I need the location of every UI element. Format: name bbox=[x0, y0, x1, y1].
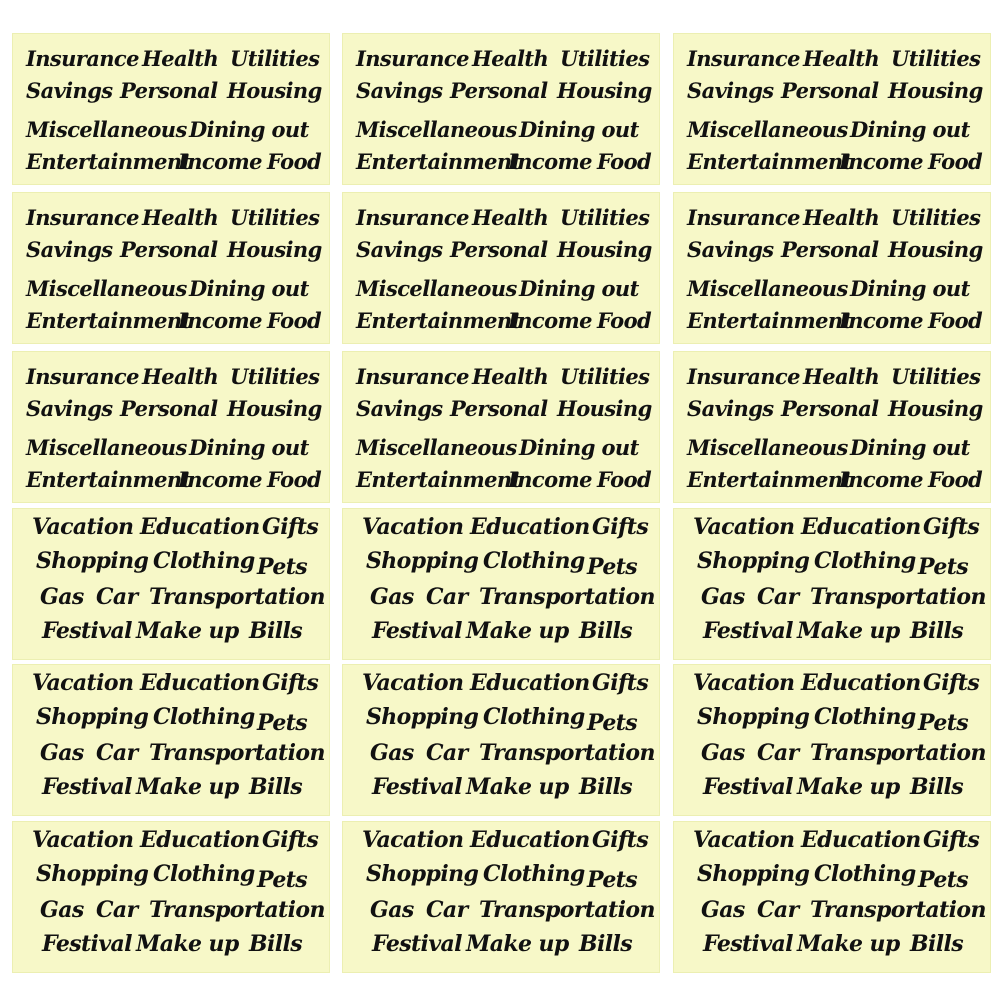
sticker-label: Festival bbox=[372, 774, 462, 800]
sticker-label: Bills bbox=[910, 931, 964, 957]
sticker-line bbox=[12, 771, 330, 803]
sticker-lifestyle bbox=[12, 508, 330, 660]
sticker-label: Dining out bbox=[189, 435, 309, 460]
sticker-label: Entertainment bbox=[356, 467, 521, 492]
sticker-label: Utilities bbox=[891, 46, 981, 71]
sticker-label: Make up bbox=[466, 774, 569, 800]
sticker-label: Make up bbox=[797, 931, 900, 957]
sticker-label: Entertainment bbox=[356, 149, 521, 174]
sticker-line bbox=[342, 858, 660, 893]
sticker-label: Personal bbox=[781, 237, 879, 262]
sticker-line bbox=[673, 615, 991, 647]
sticker-label: Utilities bbox=[230, 364, 320, 389]
sticker-label: Dining out bbox=[189, 276, 309, 301]
sticker-label: Savings bbox=[687, 78, 774, 103]
sticker-line bbox=[673, 701, 991, 736]
sticker-label: Car bbox=[757, 584, 799, 610]
sticker-label: Gas bbox=[370, 584, 414, 610]
sticker-label: Income bbox=[508, 149, 592, 174]
sticker-line bbox=[342, 737, 660, 769]
sticker-line bbox=[12, 928, 330, 960]
sticker-line bbox=[342, 273, 660, 305]
sticker-label: Pets bbox=[918, 867, 969, 893]
sticker-label: Personal bbox=[781, 396, 879, 421]
sticker-label: Housing bbox=[227, 78, 322, 103]
sticker-label: Food bbox=[928, 467, 983, 492]
sticker-line bbox=[673, 464, 991, 496]
sticker-label: Food bbox=[597, 467, 652, 492]
sticker-label: Pets bbox=[587, 867, 638, 893]
sticker-label: Personal bbox=[120, 237, 218, 262]
sticker-label: Utilities bbox=[891, 205, 981, 230]
sticker-line bbox=[673, 545, 991, 580]
sticker-line bbox=[12, 146, 330, 178]
sticker-label: Bills bbox=[579, 618, 633, 644]
sticker-label: Car bbox=[426, 584, 468, 610]
sticker-label: Vacation bbox=[362, 827, 464, 853]
sticker-label: Gas bbox=[370, 897, 414, 923]
sticker-label: Shopping bbox=[366, 704, 479, 730]
sticker-line bbox=[673, 824, 991, 856]
sticker-label: Housing bbox=[227, 237, 322, 262]
sticker-lifestyle bbox=[342, 508, 660, 660]
sticker-label: Personal bbox=[120, 78, 218, 103]
sticker-line bbox=[673, 361, 991, 393]
sticker-label: Education bbox=[470, 514, 590, 540]
sticker-line bbox=[342, 75, 660, 107]
sticker-line bbox=[342, 146, 660, 178]
sticker-label: Car bbox=[96, 897, 138, 923]
sticker-label: Miscellaneous bbox=[687, 435, 848, 460]
sticker-line bbox=[673, 858, 991, 893]
sticker-line bbox=[342, 432, 660, 464]
sticker-label: Savings bbox=[26, 78, 113, 103]
sticker-label: Bills bbox=[249, 774, 303, 800]
sticker-line bbox=[673, 511, 991, 543]
sticker-label: Transportation bbox=[149, 740, 325, 766]
sticker-label: Utilities bbox=[230, 46, 320, 71]
sticker-label: Transportation bbox=[479, 897, 655, 923]
sticker-label: Shopping bbox=[366, 861, 479, 887]
sticker-line bbox=[12, 393, 330, 425]
sticker-budget bbox=[342, 192, 660, 344]
sticker-label: Housing bbox=[227, 396, 322, 421]
sticker-label: Gifts bbox=[262, 670, 319, 696]
sticker-label: Pets bbox=[257, 867, 308, 893]
sticker-line bbox=[342, 305, 660, 337]
sticker-line bbox=[342, 771, 660, 803]
sticker-label: Personal bbox=[450, 396, 548, 421]
sticker-label: Personal bbox=[781, 78, 879, 103]
sticker-label: Entertainment bbox=[356, 308, 521, 333]
sticker-label: Income bbox=[178, 308, 262, 333]
sticker-label: Vacation bbox=[693, 827, 795, 853]
sticker-label: Housing bbox=[888, 78, 983, 103]
sticker-label: Health bbox=[142, 46, 219, 71]
sticker-label: Make up bbox=[136, 618, 239, 644]
sticker-label: Food bbox=[928, 149, 983, 174]
sticker-label: Festival bbox=[703, 618, 793, 644]
sticker-line bbox=[12, 234, 330, 266]
sticker-label: Gifts bbox=[923, 827, 980, 853]
sticker-label: Gifts bbox=[592, 514, 649, 540]
sticker-label: Housing bbox=[888, 396, 983, 421]
sticker-label: Insurance bbox=[26, 364, 139, 389]
sticker-line bbox=[12, 545, 330, 580]
sticker-lifestyle bbox=[12, 664, 330, 816]
sticker-label: Dining out bbox=[519, 276, 639, 301]
sticker-label: Transportation bbox=[810, 740, 986, 766]
sticker-lifestyle bbox=[673, 664, 991, 816]
sticker-label: Dining out bbox=[850, 117, 970, 142]
sticker-label: Clothing bbox=[153, 548, 255, 574]
sticker-line bbox=[342, 202, 660, 234]
sticker-label: Car bbox=[426, 740, 468, 766]
sticker-line bbox=[12, 361, 330, 393]
sticker-label: Pets bbox=[587, 710, 638, 736]
sticker-line bbox=[673, 581, 991, 613]
sticker-label: Food bbox=[267, 149, 322, 174]
sticker-budget bbox=[673, 33, 991, 185]
sticker-line bbox=[342, 667, 660, 699]
sticker-label: Insurance bbox=[687, 46, 800, 71]
sticker-label: Health bbox=[803, 46, 880, 71]
sticker-label: Miscellaneous bbox=[26, 435, 187, 460]
sticker-line bbox=[12, 667, 330, 699]
sticker-label: Clothing bbox=[483, 704, 585, 730]
sticker-line bbox=[673, 234, 991, 266]
sticker-label: Education bbox=[801, 827, 921, 853]
sticker-label: Gas bbox=[370, 740, 414, 766]
sticker-line bbox=[342, 361, 660, 393]
sticker-label: Insurance bbox=[687, 364, 800, 389]
sticker-label: Housing bbox=[557, 237, 652, 262]
sticker-label: Vacation bbox=[362, 514, 464, 540]
sticker-label: Vacation bbox=[693, 514, 795, 540]
sticker-budget bbox=[12, 192, 330, 344]
sticker-line bbox=[12, 432, 330, 464]
sticker-line bbox=[673, 75, 991, 107]
sticker-label: Gifts bbox=[262, 827, 319, 853]
sticker-line bbox=[673, 737, 991, 769]
sticker-label: Transportation bbox=[810, 897, 986, 923]
sticker-label: Pets bbox=[257, 554, 308, 580]
sticker-label: Vacation bbox=[693, 670, 795, 696]
sticker-label: Vacation bbox=[32, 670, 134, 696]
sticker-label: Savings bbox=[687, 237, 774, 262]
sticker-line bbox=[12, 43, 330, 75]
sticker-label: Food bbox=[267, 308, 322, 333]
sticker-line bbox=[673, 393, 991, 425]
sticker-label: Income bbox=[839, 149, 923, 174]
sticker-label: Make up bbox=[797, 774, 900, 800]
sticker-label: Utilities bbox=[560, 46, 650, 71]
sticker-label: Income bbox=[508, 467, 592, 492]
sticker-label: Pets bbox=[587, 554, 638, 580]
sticker-line bbox=[673, 667, 991, 699]
sticker-line bbox=[12, 894, 330, 926]
sticker-label: Festival bbox=[703, 931, 793, 957]
sticker-line bbox=[12, 273, 330, 305]
sticker-label: Savings bbox=[26, 237, 113, 262]
sticker-label: Gifts bbox=[262, 514, 319, 540]
sticker-label: Insurance bbox=[356, 364, 469, 389]
sticker-line bbox=[12, 581, 330, 613]
sticker-line bbox=[673, 273, 991, 305]
sticker-label: Housing bbox=[557, 78, 652, 103]
sticker-label: Clothing bbox=[153, 704, 255, 730]
sticker-label: Income bbox=[839, 308, 923, 333]
sticker-label: Clothing bbox=[153, 861, 255, 887]
sticker-label: Savings bbox=[356, 396, 443, 421]
sticker-line bbox=[342, 701, 660, 736]
sticker-label: Gifts bbox=[923, 670, 980, 696]
sticker-label: Health bbox=[803, 364, 880, 389]
sticker-label: Food bbox=[928, 308, 983, 333]
sticker-label: Vacation bbox=[362, 670, 464, 696]
sticker-label: Clothing bbox=[814, 861, 916, 887]
sticker-line bbox=[342, 464, 660, 496]
sticker-label: Transportation bbox=[479, 584, 655, 610]
sticker-label: Dining out bbox=[850, 276, 970, 301]
sticker-label: Make up bbox=[136, 931, 239, 957]
sticker-label: Make up bbox=[466, 618, 569, 644]
sticker-line bbox=[12, 305, 330, 337]
sticker-line bbox=[673, 771, 991, 803]
sticker-label: Transportation bbox=[810, 584, 986, 610]
sticker-label: Festival bbox=[42, 931, 132, 957]
sticker-line bbox=[12, 737, 330, 769]
sticker-label: Dining out bbox=[519, 117, 639, 142]
sticker-line bbox=[673, 114, 991, 146]
sticker-label: Shopping bbox=[697, 548, 810, 574]
sticker-lifestyle bbox=[12, 821, 330, 973]
sticker-label: Dining out bbox=[189, 117, 309, 142]
sticker-line bbox=[342, 581, 660, 613]
sticker-line bbox=[342, 928, 660, 960]
sticker-label: Insurance bbox=[26, 205, 139, 230]
sticker-label: Festival bbox=[42, 774, 132, 800]
sticker-label: Income bbox=[178, 149, 262, 174]
sticker-budget bbox=[342, 33, 660, 185]
sticker-line bbox=[342, 393, 660, 425]
sticker-label: Utilities bbox=[560, 205, 650, 230]
sticker-label: Gas bbox=[40, 584, 84, 610]
sticker-label: Health bbox=[472, 205, 549, 230]
sticker-label: Clothing bbox=[814, 548, 916, 574]
sticker-label: Bills bbox=[910, 618, 964, 644]
sticker-label: Food bbox=[597, 149, 652, 174]
sticker-label: Bills bbox=[910, 774, 964, 800]
sticker-label: Make up bbox=[466, 931, 569, 957]
sticker-label: Miscellaneous bbox=[356, 435, 517, 460]
sticker-line bbox=[342, 114, 660, 146]
sticker-label: Food bbox=[597, 308, 652, 333]
sticker-label: Shopping bbox=[36, 861, 149, 887]
sticker-label: Utilities bbox=[891, 364, 981, 389]
sticker-label: Clothing bbox=[814, 704, 916, 730]
sticker-label: Bills bbox=[579, 774, 633, 800]
sticker-label: Festival bbox=[42, 618, 132, 644]
sticker-label: Pets bbox=[257, 710, 308, 736]
sticker-label: Gas bbox=[40, 897, 84, 923]
sticker-label: Miscellaneous bbox=[26, 117, 187, 142]
sticker-line bbox=[673, 928, 991, 960]
sticker-label: Health bbox=[142, 364, 219, 389]
sticker-line bbox=[12, 75, 330, 107]
sticker-line bbox=[12, 464, 330, 496]
sticker-label: Entertainment bbox=[687, 467, 852, 492]
sticker-line bbox=[12, 202, 330, 234]
sticker-label: Bills bbox=[579, 931, 633, 957]
sticker-label: Car bbox=[757, 897, 799, 923]
sticker-line bbox=[342, 234, 660, 266]
sticker-label: Dining out bbox=[519, 435, 639, 460]
sticker-label: Insurance bbox=[356, 46, 469, 71]
sticker-label: Savings bbox=[356, 237, 443, 262]
sticker-label: Pets bbox=[918, 710, 969, 736]
sticker-line bbox=[673, 43, 991, 75]
sticker-label: Education bbox=[140, 514, 260, 540]
sticker-label: Miscellaneous bbox=[687, 276, 848, 301]
sticker-label: Income bbox=[508, 308, 592, 333]
sticker-line bbox=[673, 146, 991, 178]
sticker-label: Make up bbox=[797, 618, 900, 644]
sticker-label: Shopping bbox=[366, 548, 479, 574]
sticker-label: Personal bbox=[450, 78, 548, 103]
sticker-budget bbox=[673, 351, 991, 503]
sticker-budget bbox=[12, 33, 330, 185]
sticker-line bbox=[12, 114, 330, 146]
sticker-label: Miscellaneous bbox=[26, 276, 187, 301]
sticker-label: Bills bbox=[249, 931, 303, 957]
sticker-label: Miscellaneous bbox=[356, 117, 517, 142]
sticker-label: Health bbox=[472, 364, 549, 389]
sticker-label: Festival bbox=[372, 931, 462, 957]
sticker-line bbox=[673, 305, 991, 337]
sticker-label: Savings bbox=[26, 396, 113, 421]
sticker-label: Food bbox=[267, 467, 322, 492]
sticker-line bbox=[342, 511, 660, 543]
sticker-label: Health bbox=[472, 46, 549, 71]
sticker-label: Gas bbox=[701, 897, 745, 923]
sticker-label: Personal bbox=[120, 396, 218, 421]
sticker-label: Utilities bbox=[230, 205, 320, 230]
sticker-label: Utilities bbox=[560, 364, 650, 389]
sticker-line bbox=[12, 824, 330, 856]
sticker-label: Vacation bbox=[32, 827, 134, 853]
sticker-line bbox=[342, 43, 660, 75]
sticker-label: Miscellaneous bbox=[356, 276, 517, 301]
sticker-line bbox=[673, 894, 991, 926]
sticker-label: Insurance bbox=[687, 205, 800, 230]
sticker-label: Health bbox=[803, 205, 880, 230]
sticker-label: Personal bbox=[450, 237, 548, 262]
sticker-label: Miscellaneous bbox=[687, 117, 848, 142]
sticker-label: Festival bbox=[703, 774, 793, 800]
sticker-label: Make up bbox=[136, 774, 239, 800]
sticker-label: Festival bbox=[372, 618, 462, 644]
sticker-label: Car bbox=[757, 740, 799, 766]
sticker-lifestyle bbox=[673, 508, 991, 660]
sticker-label: Car bbox=[426, 897, 468, 923]
sticker-label: Health bbox=[142, 205, 219, 230]
sticker-label: Gas bbox=[701, 584, 745, 610]
sticker-label: Pets bbox=[918, 554, 969, 580]
sticker-line bbox=[673, 202, 991, 234]
sticker-label: Education bbox=[140, 670, 260, 696]
sticker-label: Entertainment bbox=[26, 467, 191, 492]
sticker-line bbox=[12, 701, 330, 736]
sticker-label: Housing bbox=[557, 396, 652, 421]
sticker-lifestyle bbox=[342, 821, 660, 973]
sticker-label: Education bbox=[470, 827, 590, 853]
sticker-line bbox=[12, 511, 330, 543]
sticker-label: Housing bbox=[888, 237, 983, 262]
sticker-label: Gifts bbox=[592, 670, 649, 696]
sticker-label: Transportation bbox=[479, 740, 655, 766]
sticker-label: Gas bbox=[701, 740, 745, 766]
sticker-line bbox=[342, 894, 660, 926]
sticker-label: Insurance bbox=[26, 46, 139, 71]
sticker-label: Savings bbox=[687, 396, 774, 421]
sticker-label: Clothing bbox=[483, 861, 585, 887]
sticker-label: Income bbox=[839, 467, 923, 492]
sticker-lifestyle bbox=[342, 664, 660, 816]
sticker-label: Education bbox=[801, 670, 921, 696]
sticker-label: Car bbox=[96, 740, 138, 766]
sticker-line bbox=[673, 432, 991, 464]
sticker-label: Education bbox=[140, 827, 260, 853]
sticker-label: Shopping bbox=[697, 704, 810, 730]
sticker-label: Gas bbox=[40, 740, 84, 766]
sticker-label: Clothing bbox=[483, 548, 585, 574]
sticker-line bbox=[342, 545, 660, 580]
sticker-label: Entertainment bbox=[687, 149, 852, 174]
sticker-label: Gifts bbox=[923, 514, 980, 540]
sticker-budget bbox=[673, 192, 991, 344]
sticker-line bbox=[12, 858, 330, 893]
sticker-label: Income bbox=[178, 467, 262, 492]
sticker-label: Shopping bbox=[36, 704, 149, 730]
sticker-budget bbox=[342, 351, 660, 503]
sticker-label: Vacation bbox=[32, 514, 134, 540]
sticker-label: Transportation bbox=[149, 584, 325, 610]
sticker-label: Savings bbox=[356, 78, 443, 103]
sticker-label: Shopping bbox=[697, 861, 810, 887]
sticker-line bbox=[342, 615, 660, 647]
sticker-label: Entertainment bbox=[26, 149, 191, 174]
sticker-label: Gifts bbox=[592, 827, 649, 853]
sticker-label: Bills bbox=[249, 618, 303, 644]
sticker-line bbox=[12, 615, 330, 647]
sticker-label: Insurance bbox=[356, 205, 469, 230]
sticker-label: Education bbox=[801, 514, 921, 540]
sticker-label: Education bbox=[470, 670, 590, 696]
sticker-label: Entertainment bbox=[687, 308, 852, 333]
sticker-label: Entertainment bbox=[26, 308, 191, 333]
sticker-budget bbox=[12, 351, 330, 503]
sticker-label: Shopping bbox=[36, 548, 149, 574]
sticker-label: Car bbox=[96, 584, 138, 610]
sticker-label: Dining out bbox=[850, 435, 970, 460]
sticker-label: Transportation bbox=[149, 897, 325, 923]
sticker-line bbox=[342, 824, 660, 856]
sticker-lifestyle bbox=[673, 821, 991, 973]
